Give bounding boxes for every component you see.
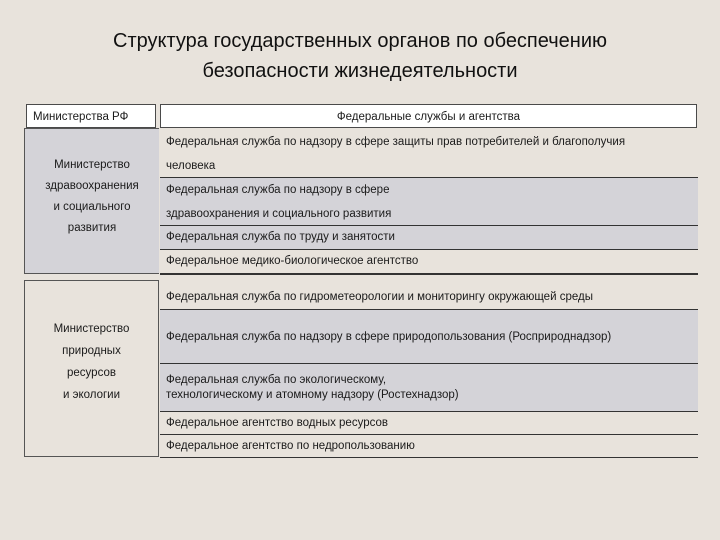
service-row [160,274,698,310]
title-line-2: безопасности жизнедеятельности [202,60,518,82]
service-text: Федеральное агентство по недропользованию [166,440,415,452]
service-text: здравоохранения и социального развития [166,208,392,220]
service-text: человека [166,160,216,172]
service-row [160,226,698,250]
service-text: Федеральная служба по гидрометеорологии и мониторингу окружающей среды [166,291,593,303]
page-title [0,26,720,86]
ministry-line: здравоохранения [45,180,139,192]
ministry-line: природных [62,345,121,357]
ministry-line: и экологии [62,389,121,401]
service-text: Федеральная служба по экологическому, [166,374,387,386]
ministry-health [24,128,159,274]
service-row [160,178,698,226]
service-row [160,412,698,435]
header-ministries: Министерства РФ [26,104,156,128]
ministry-line: ресурсов [67,367,116,379]
service-row [160,364,698,412]
ministry-line: и социального [53,201,131,213]
service-text: Федеральная служба по надзору в сфере природопользования (Росприроднадзор) [166,331,612,343]
service-row [160,435,698,458]
ministry-line: Министерство [53,323,130,335]
ministry-line: развития [67,222,117,234]
ministry-nature [24,280,159,457]
service-row [160,310,698,364]
ministry-line: Министерство [54,159,130,171]
service-text: Федеральная служба по надзору в сфере защиты прав потребителей и благополучия [166,136,626,148]
header-services: Федеральные службы и агентства [160,104,697,128]
service-text: Федеральная служба по надзору в сфере [166,184,390,196]
service-row [160,250,698,274]
service-text: Федеральное медико-биологическое агентство [166,255,419,267]
service-text: технологическому и атомному надзору (Ростехнадзор) [166,389,459,401]
service-row [160,128,698,178]
title-line-1: Структура государственных органов по обеспечению [113,30,607,52]
service-text: Федеральное агентство водных ресурсов [166,417,388,429]
service-text: Федеральная служба по труду и занятости [166,231,395,243]
services-column [160,128,698,458]
